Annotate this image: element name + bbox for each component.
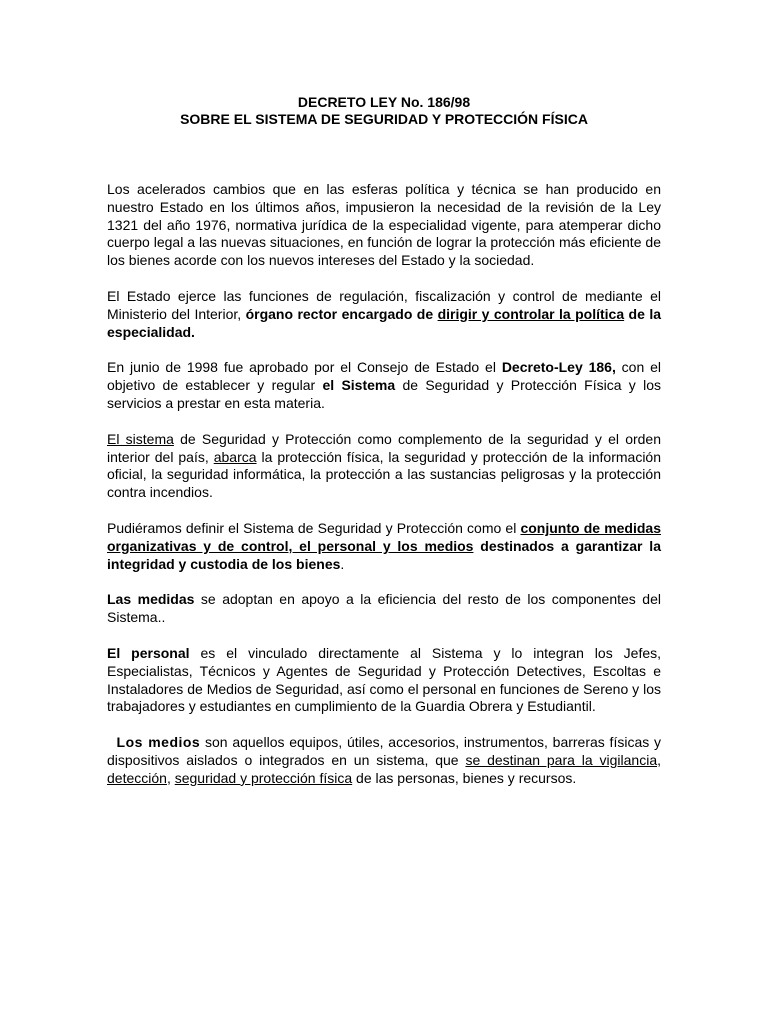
definition-text-2: . [340, 555, 345, 572]
paragraph-system-scope [107, 431, 661, 502]
ministry-bold-text: órgano rector encargado de [245, 305, 438, 322]
means-underlined-1: se destinan para la vigilancia, detección [107, 751, 662, 786]
paragraph-decree [107, 359, 661, 412]
paragraph-intro-text: Los acelerados cambios que en las esferas política y técnica se han producido en nuestro Estado en los últimos años, impusieron la necesidad de la revisión de la Ley 1321 del año 1976, normativa jurídica de la especialidad vigente, para atemperar dicho cuerpo legal a las nuevas situaciones, en función de lograr la protección más eficiente de los bienes acorde con los nuevos intereses del Estado y la sociedad. [107, 181, 661, 269]
decree-text-3: de Seguridad y Protección Física y los servicios a prestar en esta materia. [107, 377, 661, 411]
definition-bold: destinados a garantizar la integridad y custodia de los bienes [107, 537, 661, 572]
means-label: Los medios [116, 734, 201, 751]
paragraph-definition [107, 520, 661, 573]
decree-text-1: En junio de 1998 fue aprobado por el Consejo de Estado el [107, 359, 502, 376]
measures-label: Las medidas [107, 591, 195, 608]
means-text-3: de las personas, bienes y recursos. [352, 769, 577, 786]
means-indent [107, 734, 117, 750]
measures-text: se adoptan en apoyo a la eficiencia del resto de los componentes del Sistema.. [107, 591, 661, 626]
document-body [107, 181, 661, 806]
personnel-label: El personal [107, 644, 190, 661]
personnel-text: es el vinculado directamente al Sistema y lo integran los Jefes, Especialistas, Técnicos y Agentes de Seguridad y Protección Detectives, Escoltas e Instaladores de Medios de Seguridad, así como el personal en funciones de Sereno y los trabajadores y estudiantes en cumplimiento de la Guardia Obrera y Estudiantil. [107, 644, 662, 715]
paragraph-means [107, 734, 661, 787]
document-subtitle: SOBRE EL SISTEMA DE SEGURIDAD Y PROTECCIÓN FÍSICA [180, 111, 588, 127]
paragraph-ministry [107, 288, 661, 341]
definition-text-1: Pudiéramos definir el Sistema de Seguridad y Protección como el [107, 519, 521, 536]
system-scope-text-1: de Seguridad y Protección como complemento de la seguridad y el orden interior del país, [107, 430, 661, 465]
means-text-2: , [166, 769, 175, 786]
ministry-bold-tail: de la especialidad. [107, 305, 662, 340]
system-scope-underlined-2: abarca [213, 448, 257, 465]
paragraph-measures [107, 591, 661, 627]
definition-bold-underlined: conjunto de medidas organizativas y de control, el personal y los medios [107, 519, 662, 554]
paragraph-intro [107, 181, 661, 270]
system-scope-underlined-1: El sistema [107, 430, 174, 447]
ministry-bold-underlined-text: dirigir y controlar la política [437, 305, 625, 322]
ministry-text: El Estado ejerce las funciones de regulación, fiscalización y control de mediante el Ministerio del Interior, [107, 287, 661, 322]
means-text-1: son aquellos equipos, útiles, accesorios, instrumentos, barreras físicas y dispositivos aislados o integrados en un sistema, que [107, 734, 661, 768]
means-underlined-2: seguridad y protección física [174, 769, 353, 786]
decree-system: el Sistema [322, 377, 396, 394]
decree-name: Decreto-Ley 186, [501, 359, 616, 376]
paragraph-personnel [107, 645, 661, 716]
document-title: DECRETO LEY No. 186/98 [297, 94, 471, 110]
system-scope-text-2: la protección física, la seguridad y protección de la información oficial, la seguridad informática, la protección a las sustancias peligrosas y la protección contra incendios. [107, 448, 662, 501]
decree-text-2: con el objetivo de establecer y regular [107, 359, 661, 394]
